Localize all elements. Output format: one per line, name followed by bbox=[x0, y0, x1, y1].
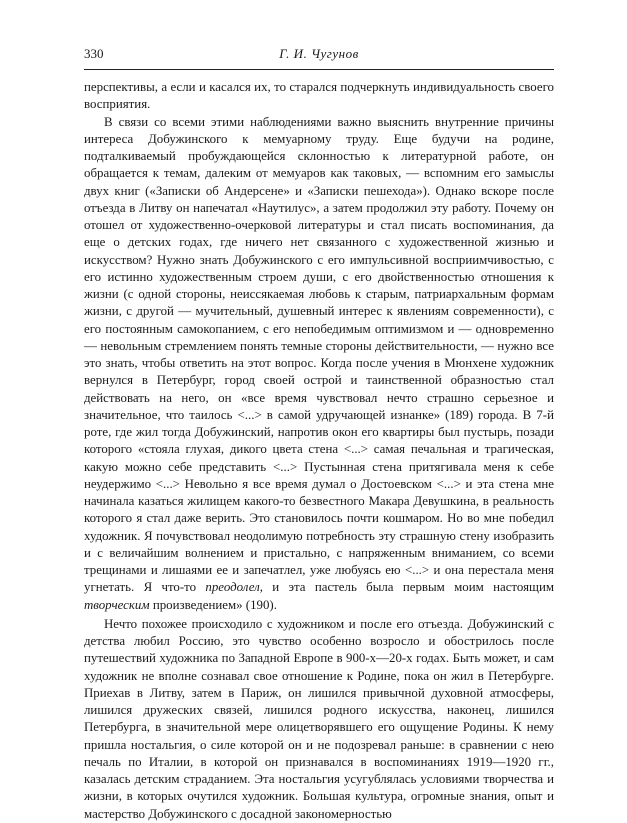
page-number: 330 bbox=[84, 46, 104, 61]
italic-word-preodolel: преодолел, bbox=[205, 580, 263, 595]
body-text bbox=[84, 79, 554, 823]
running-head-author: Г. И. Чугунов bbox=[279, 46, 359, 61]
paragraph-2-text-cont: и эта пастель была первым моим настоящим bbox=[262, 580, 554, 595]
paragraph-2-text: В связи со всеми этими наблюдениями важно выяснить внутренние причины интереса Добужинского к мемуарному труду. Еще будучи на родине, подталкиваемый пробуждающейся склонностью к литературной работе, он обращается к темам, далеким от мемуаров как таковых, — вспомним его замыслы двух книг («Записки об Андерсене» и «Записки пешехода»). Однако вскоре после отъезда в Литву он напечатал «Наутилус», а затем продолжил эту работу. Почему он отошел от художественно-очерковой литературы и стал писать воспоминания, да еще о детских годах, где ничего нет связанного с художественной жизнью и искусством? Нужно знать Добужинского с его импульсивной восприимчивостью, с его истинно художественным строем души, с его двойственностью отношения к жизни (с одной стороны, неиссякаемая любовь к старым, патриархальным формам жизни, с другой — мучительный, душевный интерес к явлениям современности), с его постоянным самокопанием, с его непобедимым оптимизмом и — одновременно — невольным стремлением понять темные стороны действительности, — нужно все это знать, чтобы ответить на этот вопрос. Когда после учения в Мюнхене художник вернулся в Петербург, город своей острой и таинственной образностью стал действовать на него, он «все время чувствовал нечто страшно серьезное и значительное, что таилось <...> в самой удручающей изнанке» (189) города. В 7-й роте, где жил тогда Добужинский, напротив окон его квартиры был пустырь, позади которого «стояла глухая, дикого цвета стена <...> самая печальная и трагическая, какую можно себе представить <...> Пустынная стена притягивала меня к себе неудержимо <...> Невольно я все время думал о Достоевском <...> и эта стена мне начинала казаться жилищем какого-то безвестного Макара Девушкина, в реальность которого я стал даже верить. Это становилось почти кошмаром. Но во мне победил художник. Я почувствовал неодолимую потребность эту страшную стену изобразить и с величайшим волнением и пристально, с напряженным вниманием, со всеми трещинами и лишаями ее и запечатлел, уже любуясь ею <...> и она перестала меня угнетать. Я что-то bbox=[84, 114, 554, 595]
paragraph-3 bbox=[84, 616, 554, 823]
running-head bbox=[84, 46, 554, 68]
paragraph-1-text: перспективы, а если и касался их, то старался подчеркнуть индивидуальность своего восприятия. bbox=[84, 80, 554, 112]
paragraph-3-text: Нечто похожее происходило с художником и после его отъезда. Добужинский с детства любил Россию, это чувство особенно возросло и обострилось после путешествий художника по Западной Европе в 900-х—20-х годах. Быть может, и сам художник не вполне сознавал свое отношение к Родине, пока он жил в Петербурге. Приехав в Литву, затем в Париж, он лишился привычной духовной атмосферы, лишился дружеских связей, лишился родного искусства, наконец, лишился Петербурга, в значительной мере олицетворявшего его ощущение Родины. К нему пришла ностальгия, о силе которой он и не подозревал раньше: в сравнении с нею печаль по Италии, в которой он признавался в воспоминаниях 1919—1920 гг., казалась детским страданием. Эта ностальгия усугублялась условиями творчества и жизни, в которых очутился художник. Большая культура, огромные знания, опыт и мастерство Добужинского с досадной закономерностью bbox=[84, 616, 554, 821]
header-rule bbox=[84, 69, 554, 70]
italic-word-tvorcheskim: творческим bbox=[84, 597, 150, 612]
paragraph-2 bbox=[84, 114, 554, 614]
paragraph-1 bbox=[84, 79, 554, 114]
paragraph-2-text-end: произведением» (190). bbox=[149, 597, 277, 612]
